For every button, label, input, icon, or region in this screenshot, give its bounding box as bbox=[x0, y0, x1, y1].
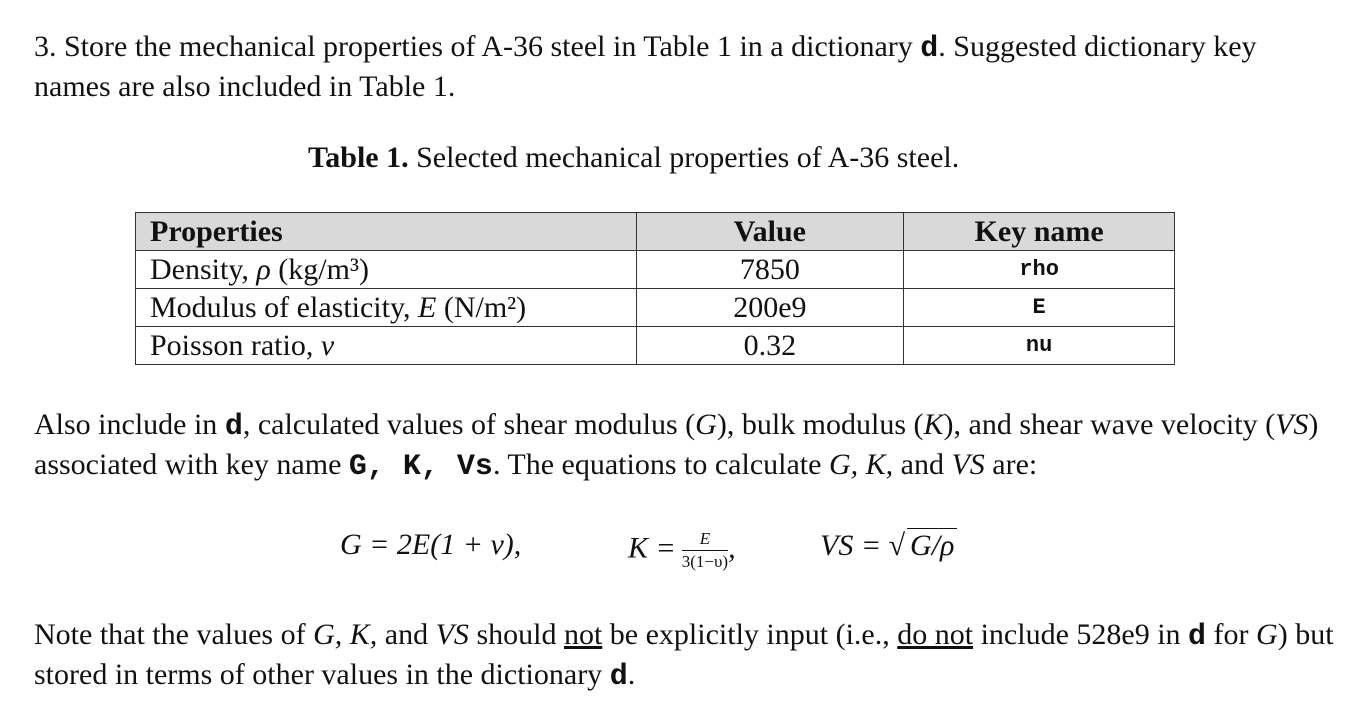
table-caption bbox=[308, 139, 959, 177]
property-unit: (kg/m³) bbox=[270, 252, 369, 286]
p3-text: . bbox=[627, 658, 636, 691]
property-unit: (N/m²) bbox=[436, 290, 527, 324]
equation-bulk-modulus bbox=[628, 528, 736, 573]
value-cell: 200e9 bbox=[636, 289, 904, 327]
property-label: Poisson ratio, bbox=[150, 328, 321, 362]
equation-shear-modulus: G = 2E(1 + ν), bbox=[340, 528, 522, 561]
table-row bbox=[136, 327, 1175, 365]
value-cell: 7850 bbox=[636, 251, 904, 289]
key-cell: rho bbox=[904, 251, 1175, 289]
underlined-not: not bbox=[563, 618, 603, 651]
instructions-paragraph bbox=[34, 406, 1334, 486]
dict-name: d bbox=[1188, 620, 1207, 654]
dict-name: d bbox=[224, 410, 243, 444]
problem-statement bbox=[34, 28, 1334, 106]
eq2-lhs: K = bbox=[628, 531, 676, 565]
property-cell bbox=[136, 251, 637, 289]
p2-text: ), and shear wave velocity ( bbox=[943, 408, 1276, 441]
key-names: G, K, Vs bbox=[348, 450, 493, 484]
property-symbol: ν bbox=[320, 328, 335, 362]
property-label: Modulus of elasticity, bbox=[150, 290, 419, 324]
dict-name: d bbox=[920, 32, 939, 66]
underlined-do-not: do not bbox=[897, 618, 974, 651]
var-g: G bbox=[695, 408, 717, 441]
var-g: G bbox=[1256, 618, 1278, 651]
p3-text: include 528e9 in bbox=[973, 618, 1189, 651]
var-vs: VS bbox=[1275, 408, 1309, 441]
eq2-denominator: 3(1−υ) bbox=[681, 552, 729, 571]
value-cell: 0.32 bbox=[636, 327, 904, 365]
equation-shear-wave-velocity bbox=[820, 528, 957, 563]
property-symbol: ρ bbox=[256, 252, 271, 286]
var-vs: VS bbox=[951, 448, 985, 481]
p2-text: . The equations to calculate bbox=[492, 448, 829, 481]
eq2-numerator: E bbox=[682, 528, 728, 551]
eq3-lhs: VS = √ bbox=[820, 529, 906, 562]
header-properties: Properties bbox=[136, 213, 637, 251]
note-paragraph bbox=[34, 616, 1334, 696]
p2-text: ) associated with key name bbox=[34, 408, 1319, 481]
header-value: Value bbox=[636, 213, 904, 251]
p2-text: ), bulk modulus ( bbox=[716, 408, 924, 441]
var-k: K bbox=[923, 408, 944, 441]
key-cell: nu bbox=[904, 327, 1175, 365]
var-vs: VS bbox=[435, 618, 469, 651]
var-list: G, K, bbox=[313, 618, 378, 651]
property-cell bbox=[136, 327, 637, 365]
p3-text: for bbox=[1206, 618, 1257, 651]
property-cell bbox=[136, 289, 637, 327]
p2-text: , calculated values of shear modulus ( bbox=[242, 408, 696, 441]
properties-table bbox=[135, 212, 1175, 365]
var-list: G, K, bbox=[828, 448, 894, 481]
p2-text: and bbox=[893, 448, 952, 481]
p3-text: be explicitly input (i.e., bbox=[602, 618, 898, 651]
p3-text: Note that the values of bbox=[34, 618, 314, 651]
table-row bbox=[136, 251, 1175, 289]
table-row bbox=[136, 289, 1175, 327]
problem-text-a: 3. Store the mechanical properties of A-36 steel in Table 1 in a dictionary bbox=[34, 30, 921, 63]
problem-text-b: . Suggested dictionary key names are also included in Table 1. bbox=[34, 30, 1257, 103]
p3-text: should bbox=[468, 618, 564, 651]
p2-text: Also include in bbox=[34, 408, 225, 441]
p2-text: are: bbox=[984, 448, 1038, 481]
eq2-fraction bbox=[682, 528, 728, 573]
property-symbol: E bbox=[418, 290, 437, 324]
eq3-radicand: G/ρ bbox=[907, 528, 957, 563]
table-caption-label: Table 1. bbox=[308, 141, 409, 174]
table-caption-text: Selected mechanical properties of A-36 steel. bbox=[408, 141, 960, 174]
table-header-row bbox=[136, 213, 1175, 251]
p3-text: and bbox=[377, 618, 436, 651]
dict-name: d bbox=[609, 660, 628, 694]
eq2-comma: , bbox=[728, 531, 736, 565]
property-label: Density, bbox=[150, 252, 257, 286]
header-key-name: Key name bbox=[904, 213, 1175, 251]
key-cell: E bbox=[904, 289, 1175, 327]
p3-text: ) but stored in terms of other values in the dictionary bbox=[34, 618, 1334, 691]
